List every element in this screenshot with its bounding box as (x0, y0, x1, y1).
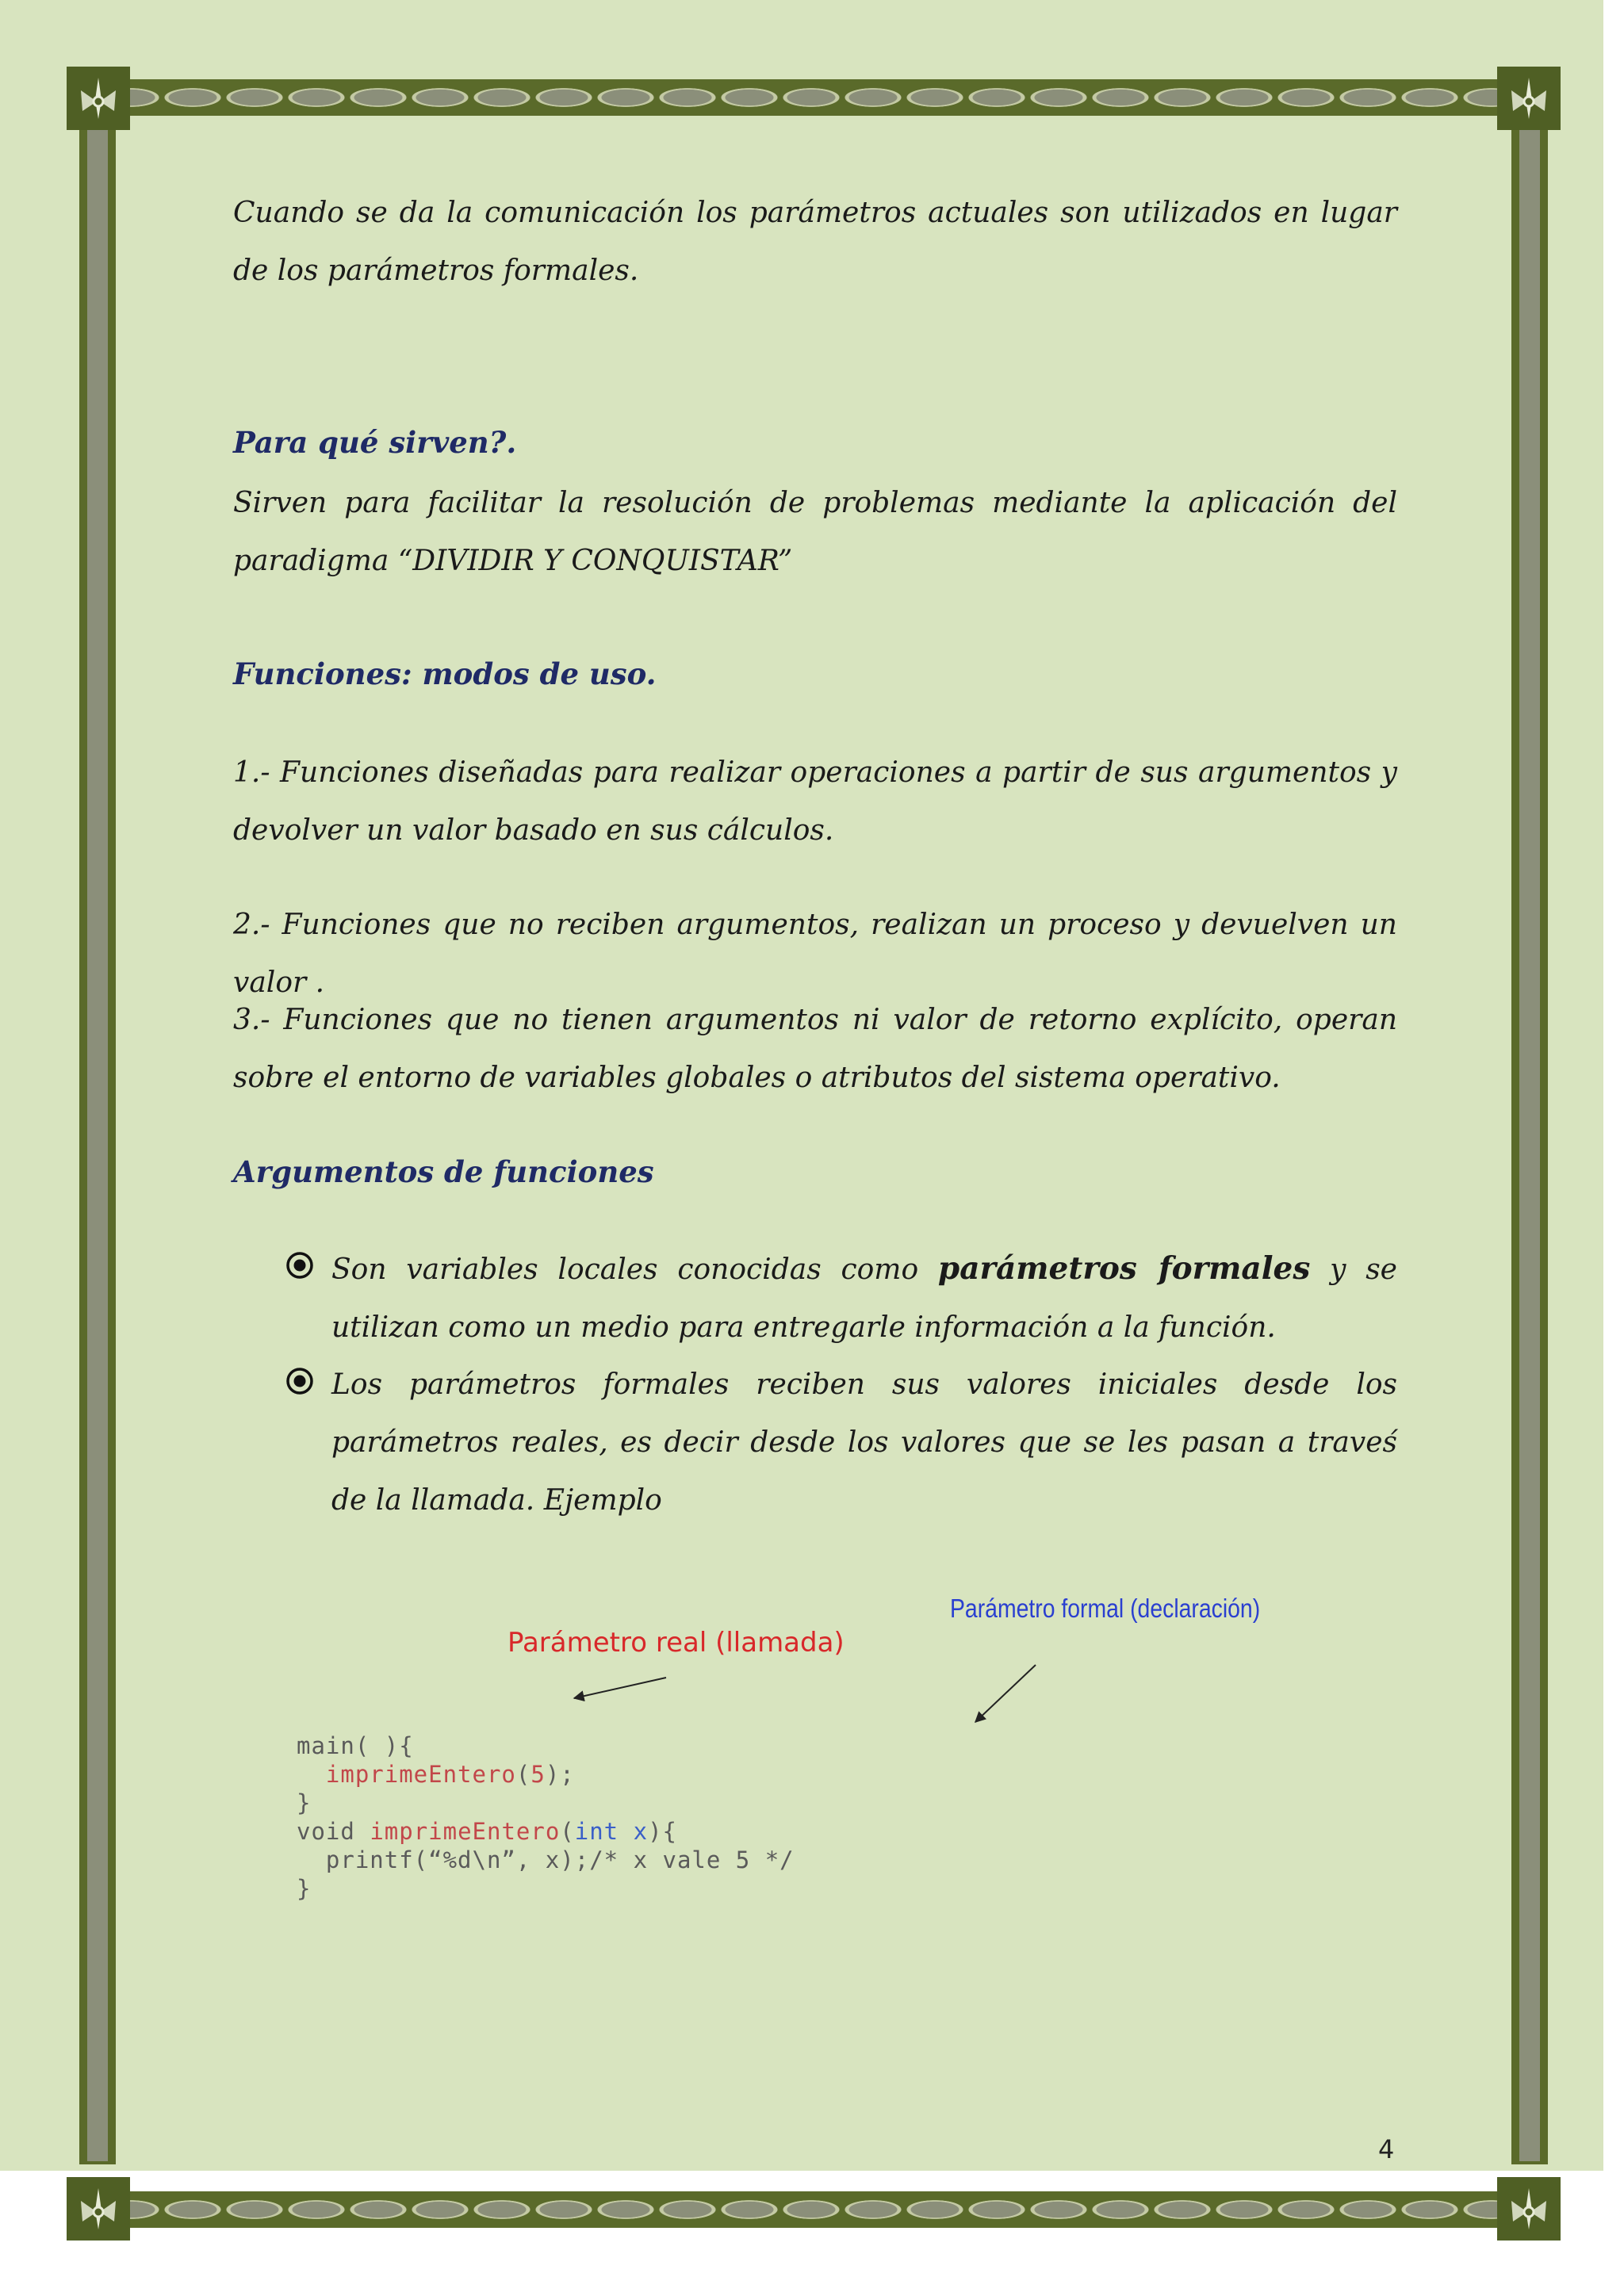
border-corner-ornament-icon (1497, 67, 1561, 130)
border-top (94, 79, 1515, 116)
arrow-to-formal (975, 1665, 1036, 1722)
bullet-item-2: Los parámetros formales reciben sus valores iniciales desde los parámetros reales, es decir desde los valores que se les pasan a traveś de la llamada. Ejemplo (331, 1368, 1397, 1517)
border-right (1511, 127, 1548, 2164)
code-void-kw: void (297, 1818, 370, 1845)
bullet-item-1 (331, 1240, 1397, 1357)
border-corner-ornament-icon (67, 2177, 130, 2241)
code-decl-paren: ( (560, 1818, 575, 1845)
border-bottom (94, 2191, 1515, 2228)
usage-item-3: 3.- Funciones que no tienen argumentos ni valor de retorno explícito, operan sobre el entorno de variables globales o atributos del sistema operativo. (233, 1004, 1397, 1094)
bullet-1-bold-term: parámetros formales (937, 1250, 1311, 1287)
bullet-1-text-end: y se utilizan como un medio para entregarle información a la función. (331, 1253, 1397, 1344)
border-corner-ornament-icon (67, 67, 130, 130)
code-paren: ( (515, 1761, 531, 1788)
heading-para-que-sirven: Para qué sirven?. (233, 425, 517, 460)
radio-bullet-icon (282, 1364, 317, 1399)
code-example (297, 1732, 795, 1903)
bullet-1-text-start: Son variables locales conocidas como (331, 1253, 919, 1286)
code-fn-decl: imprimeEntero (370, 1818, 561, 1845)
code-arg-real: 5 (530, 1761, 546, 1788)
code-param-formal: x (633, 1818, 649, 1845)
code-paren-end: ); (545, 1761, 575, 1788)
usage-item-1: 1.- Funciones diseñadas para realizar operaciones a partir de sus argumentos y devolver un valor basado en sus cálculos. (233, 756, 1397, 847)
radio-bullet-icon (282, 1248, 317, 1283)
code-line-6: } (297, 1875, 312, 1902)
code-line-1: main( ){ (297, 1732, 414, 1759)
code-fn-call: imprimeEntero (325, 1761, 516, 1788)
usage-item-2: 2.- Funciones que no reciben argumentos, realizan un proceso y devuelven un valor . (233, 909, 1397, 999)
intro-paragraph: Cuando se da la comunicación los parámetros actuales son utilizados en lugar de los parámetros formales. (233, 197, 1397, 287)
border-corner-ornament-icon (1497, 2177, 1561, 2241)
label-parametro-real: Parámetro real (llamada) (508, 1627, 845, 1659)
code-line-3: } (297, 1789, 312, 1816)
page-number: 4 (1378, 2134, 1395, 2164)
border-left (79, 127, 116, 2164)
heading-argumentos: Argumentos de funciones (233, 1154, 654, 1189)
arrow-to-real (574, 1678, 666, 1698)
heading-modos-de-uso: Funciones: modos de uso. (233, 656, 657, 691)
code-line-5: printf(“%d\n”, x);/* x vale 5 */ (297, 1846, 795, 1873)
code-decl-end: ){ (648, 1818, 678, 1845)
label-parametro-formal: Parámetro formal (declaración) (950, 1594, 1261, 1623)
code-int-type: int (574, 1818, 619, 1845)
code-space (619, 1818, 633, 1845)
purpose-paragraph: Sirven para facilitar la resolución de problemas mediante la aplicación del paradigma “DIVIDIR Y CONQUISTAR” (233, 487, 1397, 577)
